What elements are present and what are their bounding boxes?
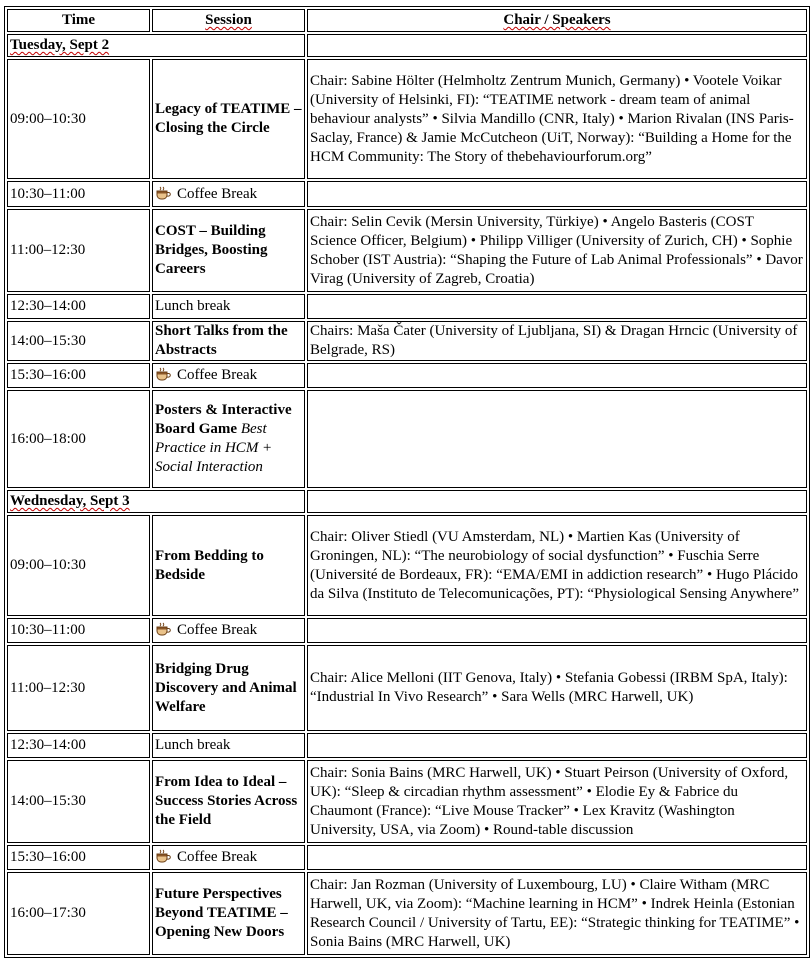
session-cell: [152, 294, 305, 319]
program-body: [7, 34, 807, 955]
time-text: 10:30–11:00: [10, 622, 86, 638]
speakers-cell: [307, 294, 807, 319]
hot-beverage-icon: [155, 186, 171, 200]
time-cell: [7, 515, 150, 616]
time-text: 15:30–16:00: [10, 367, 86, 383]
session-cell: [152, 733, 305, 758]
session-title: COST – Building Bridges, Boosting Careers: [155, 223, 268, 277]
session-cell: [152, 760, 305, 843]
time-text: 14:00–15:30: [10, 332, 86, 349]
speakers-cell: [307, 618, 807, 643]
time-cell: [7, 845, 150, 870]
speakers-text: Chairs: Maša Čater (University of Ljubljana, SI) & Dragan Hrncic (University of Belgrade, RS): [310, 323, 798, 358]
speakers-cell: [307, 760, 807, 843]
lunch-break-label: Lunch break: [155, 298, 231, 314]
session-row: [7, 294, 807, 319]
speakers-cell: [307, 363, 807, 388]
day-header-row: [7, 490, 807, 513]
coffee-break-label: Coffee Break: [177, 849, 258, 865]
session-cell: [152, 59, 305, 179]
speakers-text: Chair: Selin Cevik (Mersin University, Türkiye) • Angelo Basteris (COST Science Officer, Belgium) • Philipp Villiger (University of Zurich, CH) • Sophie Schober (IST Austria): “Shaping the Future of Lab Animal Professionals” • Davor Virag (University of Zagreb, Croatia): [310, 213, 803, 287]
speakers-text: Chair: Jan Rozman (University of Luxembourg, LU) • Claire Witham (MRC Harwell, UK, via Zoom): “Machine learning in HCM” • Indrek Heinla (Estonian Research Council / University of Tartu, EE): “Strategic thinking for TEATIME” • Sonia Bains (MRC Harwell, UK): [310, 876, 800, 950]
time-cell: [7, 363, 150, 388]
session-title: Posters & Interactive Board Game: [155, 402, 292, 437]
time-cell: [7, 209, 150, 292]
speakers-cell: [307, 390, 807, 488]
session-cell: [152, 321, 305, 361]
speakers-text: Chair: Sonia Bains (MRC Harwell, UK) • Stuart Peirson (University of Oxford, UK): “Sleep & circadian rhythm assessment” • Elodie Ey & Fabrice du Chaumont (France): “Live Mouse Tracker” • Lex Kravitz (Washington University, USA, via Zoom) • Round-table discussion: [310, 764, 789, 838]
session-row: [7, 872, 807, 955]
session-title: Future Perspectives Beyond TEATIME – Opening New Doors: [155, 886, 288, 940]
session-row: [7, 845, 807, 870]
program-table: [4, 6, 810, 958]
speakers-cell: [307, 845, 807, 870]
session-row: [7, 515, 807, 616]
time-text: 11:00–12:30: [10, 242, 86, 258]
hot-beverage-icon: [155, 849, 171, 863]
session-title: From Bedding to Bedside: [155, 547, 264, 583]
speakers-text: Chair: Sabine Hölter (Helmholtz Zentrum Munich, Germany) • Vootele Voikar (University of Helsinki, FI): “TEATIME network - dream team of animal behaviour analysts” • Silvia Mandillo (CNR, Italy) • Marion Rivalan (INS Paris-Saclay, France) & Jamie McCutcheon (UiT, Norway): “Building a Home for the HCM Community: The Story of thebehaviourforum.org”: [310, 72, 794, 165]
coffee-break-label: Coffee Break: [177, 185, 258, 202]
session-cell: [152, 209, 305, 292]
session-title: Legacy of TEATIME – Closing the Circle: [155, 101, 302, 136]
session-row: [7, 760, 807, 843]
session-row: [7, 390, 807, 488]
time-cell: [7, 645, 150, 731]
session-cell: [152, 618, 305, 643]
time-text: 09:00–10:30: [10, 557, 86, 573]
session-cell: [152, 181, 305, 207]
session-subtitle: Best Practice in HCM + Social Interaction: [155, 421, 273, 475]
time-cell: [7, 321, 150, 361]
time-text: 15:30–16:00: [10, 849, 86, 865]
speakers-cell: [307, 181, 807, 207]
day-label: Wednesday, Sept 3: [7, 490, 305, 513]
header-time: Time: [7, 9, 150, 32]
session-row: [7, 363, 807, 388]
session-title: From Idea to Ideal – Success Stories Across the Field: [155, 774, 298, 828]
session-row: [7, 733, 807, 758]
lunch-break-label: Lunch break: [155, 737, 231, 753]
speakers-cell: [307, 733, 807, 758]
time-text: 12:30–14:00: [10, 298, 86, 314]
session-row: [7, 618, 807, 643]
coffee-break-label: Coffee Break: [177, 367, 258, 383]
coffee-break-label: Coffee Break: [177, 622, 258, 638]
time-cell: [7, 390, 150, 488]
time-cell: [7, 181, 150, 207]
time-text: 16:00–18:00: [10, 430, 86, 447]
time-text: 12:30–14:00: [10, 737, 86, 753]
day-header-row: [7, 34, 807, 57]
time-cell: [7, 59, 150, 179]
day-empty-cell: [307, 490, 807, 513]
session-cell: [152, 363, 305, 388]
session-cell: [152, 515, 305, 616]
time-cell: [7, 294, 150, 319]
header-session: Session: [152, 9, 305, 32]
hot-beverage-icon: [155, 622, 171, 636]
speakers-cell: [307, 515, 807, 616]
day-empty-cell: [307, 34, 807, 57]
speakers-cell: [307, 645, 807, 731]
time-text: 10:30–11:00: [10, 185, 86, 202]
session-cell: [152, 872, 305, 955]
day-label: Tuesday, Sept 2: [7, 34, 305, 57]
session-cell: [152, 390, 305, 488]
time-cell: [7, 618, 150, 643]
session-row: [7, 321, 807, 361]
session-row: [7, 59, 807, 179]
session-title: Bridging Drug Discovery and Animal Welfare: [155, 660, 297, 715]
speakers-cell: [307, 872, 807, 955]
session-row: [7, 645, 807, 731]
session-cell: [152, 845, 305, 870]
time-text: 09:00–10:30: [10, 110, 86, 127]
speakers-cell: [307, 59, 807, 179]
session-cell: [152, 645, 305, 731]
speakers-cell: [307, 321, 807, 361]
speakers-text: Chair: Oliver Stiedl (VU Amsterdam, NL) • Martien Kas (University of Groningen, NL): “The neurobiology of social dysfunction” • Fuschia Serre (Université de Bordeaux, FR): “EMA/EMI in addiction research” • Hugo Plácido da Silva (Instituto de Telecomunicações, PT): “Physiological Sensing Anywhere”: [310, 528, 799, 602]
session-row: [7, 209, 807, 292]
time-text: 16:00–17:30: [10, 905, 86, 921]
time-cell: [7, 760, 150, 843]
hot-beverage-icon: [155, 367, 171, 381]
time-text: 14:00–15:30: [10, 793, 86, 809]
time-cell: [7, 872, 150, 955]
speakers-cell: [307, 209, 807, 292]
header-chair-speakers: Chair / Speakers: [307, 9, 807, 32]
time-cell: [7, 733, 150, 758]
header-row: [7, 9, 807, 32]
session-title: Short Talks from the Abstracts: [155, 323, 288, 358]
time-text: 11:00–12:30: [10, 679, 86, 696]
speakers-text: Chair: Alice Melloni (IIT Genova, Italy) • Stefania Gobessi (IRBM SpA, Italy): “Industrial In Vivo Research” • Sara Wells (MRC Harwell, UK): [310, 670, 788, 705]
session-row: [7, 181, 807, 207]
